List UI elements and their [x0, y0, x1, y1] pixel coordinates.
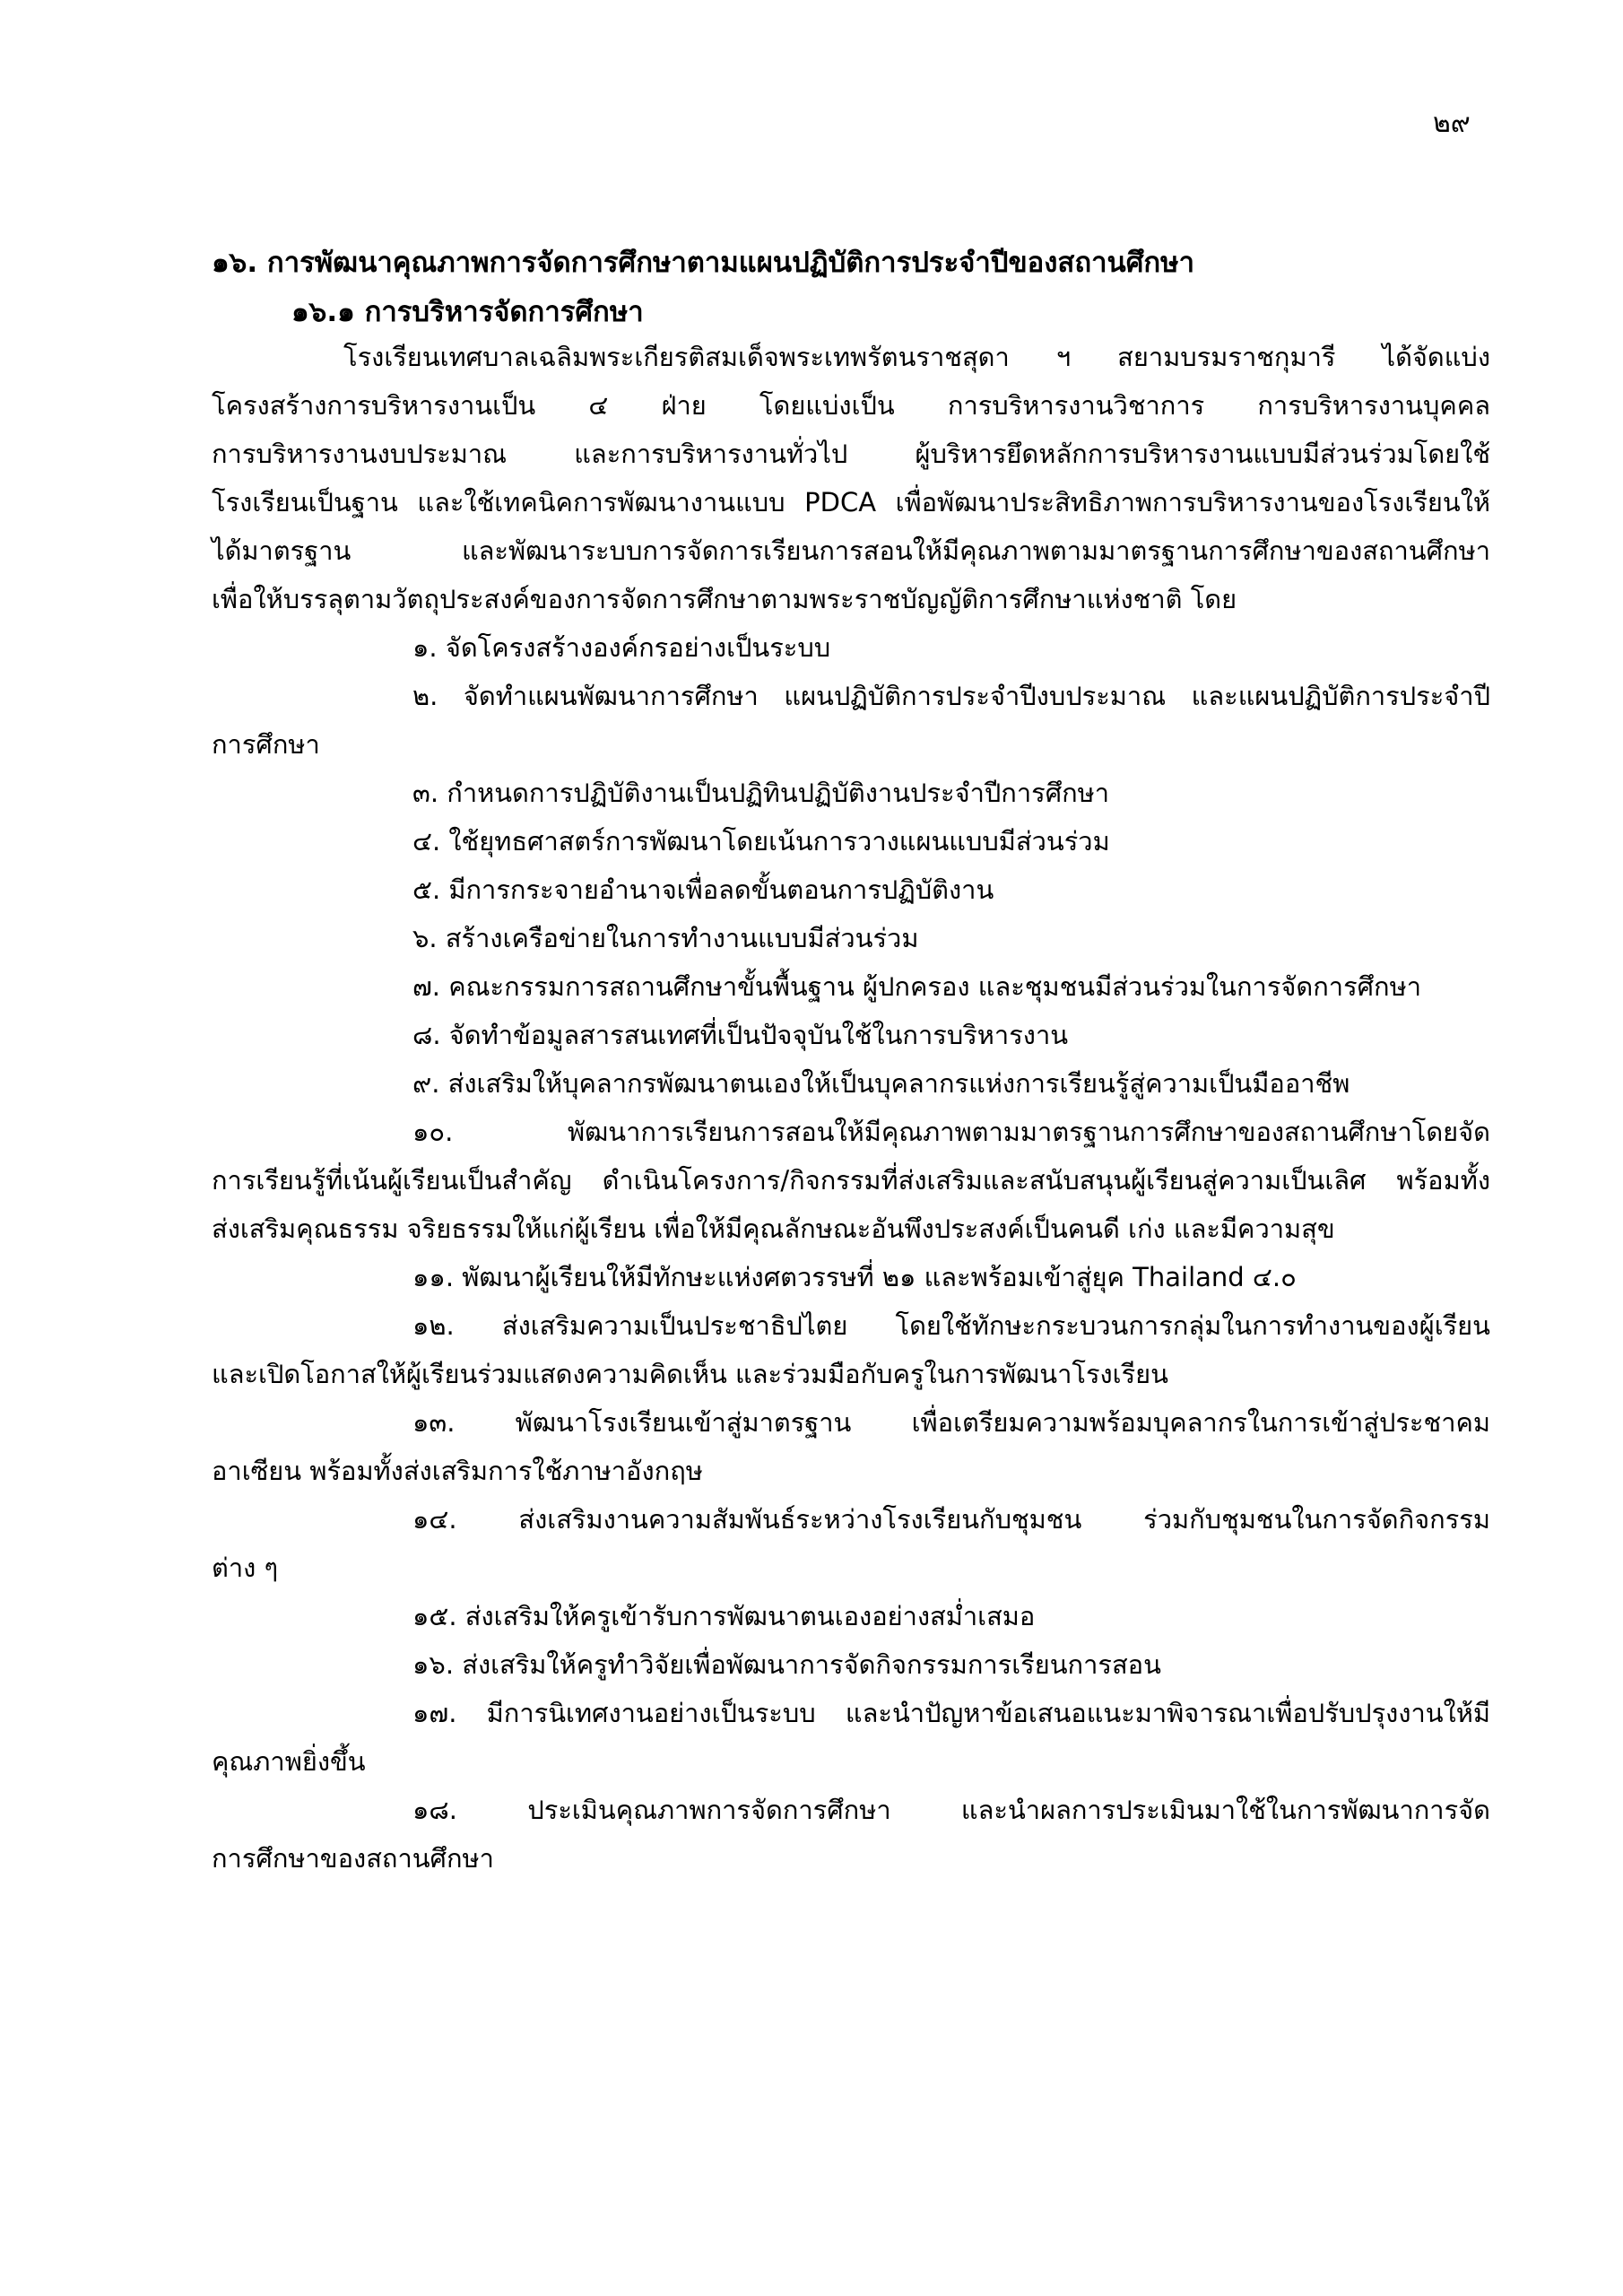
list-item-17-cont: คุณภาพยิ่งขึ้น	[212, 1746, 366, 1777]
list-item-2: ๒. จัดทำแผนพัฒนาการศึกษา แผนปฏิบัติการประจำปีงบประมาณ และแผนปฏิบัติการประจำปี	[412, 681, 1490, 711]
list-item-7: ๗. คณะกรรมการสถานศึกษาขั้นพื้นฐาน ผู้ปกครอง และชุมชนมีส่วนร่วมในการจัดการศึกษา	[412, 971, 1422, 1002]
list-item-6: ๖. สร้างเครือข่ายในการทำงานแบบมีส่วนร่วม	[412, 923, 919, 953]
list-item-3: ๓. กำหนดการปฏิบัติงานเป็นปฏิทินปฏิบัติงานประจำปีการศึกษา	[412, 778, 1110, 808]
intro-line-5: ได้มาตรฐาน และพัฒนาระบบการจัดการเรียนการสอนให้มีคุณภาพตามมาตรฐานการศึกษาของสถานศึกษา	[212, 535, 1490, 566]
intro-line-1: โรงเรียนเทศบาลเฉลิมพระเกียรติสมเด็จพระเทพรัตนราชสุดา ฯ สยามบรมราชกุมารี ได้จัดแบ่ง	[343, 342, 1490, 372]
list-item-16: ๑๖. ส่งเสริมให้ครูทำวิจัยเพื่อพัฒนาการจัดกิจกรรมการเรียนการสอน	[412, 1649, 1161, 1680]
list-item-8: ๘. จัดทำข้อมูลสารสนเทศที่เป็นปัจจุบันใช้ในการบริหารงาน	[412, 1020, 1069, 1050]
list-item-5: ๕. มีการกระจายอำนาจเพื่อลดขั้นตอนการปฏิบัติงาน	[412, 874, 994, 905]
section-heading: ๑๖. การพัฒนาคุณภาพการจัดการศึกษาตามแผนปฏิบัติการประจำปีของสถานศึกษา	[212, 247, 1194, 279]
list-item-12: ๑๒. ส่งเสริมความเป็นประชาธิปไตย โดยใช้ทักษะกระบวนการกลุ่มในการทำงานของผู้เรียน	[412, 1310, 1490, 1341]
list-item-11: ๑๑. พัฒนาผู้เรียนให้มีทักษะแห่งศตวรรษที่ ๒๑ และพร้อมเข้าสู่ยุค Thailand ๔.๐	[412, 1262, 1297, 1292]
list-item-9: ๙. ส่งเสริมให้บุคลากรพัฒนาตนเองให้เป็นบุคลากรแห่งการเรียนรู้สู่ความเป็นมืออาชีพ	[412, 1068, 1350, 1099]
list-item-1: ๑. จัดโครงสร้างองค์กรอย่างเป็นระบบ	[412, 632, 831, 663]
list-item-10-cont-2: ส่งเสริมคุณธรรม จริยธรรมให้แก่ผู้เรียน เพื่อให้มีคุณลักษณะอันพึงประสงค์เป็นคนดี เก่ง และมีความสุข	[212, 1213, 1335, 1244]
list-item-15: ๑๕. ส่งเสริมให้ครูเข้ารับการพัฒนาตนเองอย่างสม่ำเสมอ	[412, 1601, 1036, 1631]
list-item-18: ๑๘. ประเมินคุณภาพการจัดการศึกษา และนำผลการประเมินมาใช้ในการพัฒนาการจัด	[412, 1795, 1490, 1825]
list-item-14-cont: ต่าง ๆ	[212, 1552, 279, 1583]
intro-line-6: เพื่อให้บรรลุตามวัตถุประสงค์ของการจัดการศึกษาตามพระราชบัญญัติการศึกษาแห่งชาติ โดย	[212, 584, 1237, 614]
intro-line-3: การบริหารงานงบประมาณ และการบริหารงานทั่วไป ผู้บริหารยึดหลักการบริหารงานแบบมีส่วนร่วมโดยใช้	[212, 439, 1490, 469]
list-item-17: ๑๗. มีการนิเทศงานอย่างเป็นระบบ และนำปัญหาข้อเสนอแนะมาพิจารณาเพื่อปรับปรุงงานให้มี	[412, 1698, 1490, 1728]
list-item-14: ๑๔. ส่งเสริมงานความสัมพันธ์ระหว่างโรงเรียนกับชุมชน ร่วมกับชุมชนในการจัดกิจกรรม	[412, 1504, 1490, 1535]
list-item-10-cont-1: การเรียนรู้ที่เน้นผู้เรียนเป็นสำคัญ ดำเนินโครงการ/กิจกรรมที่ส่งเสริมและสนับสนุนผู้เรียนสู่ความเป็นเลิศ พร้อมทั้ง	[212, 1165, 1490, 1196]
list-item-4: ๔. ใช้ยุทธศาสตร์การพัฒนาโดยเน้นการวางแผนแบบมีส่วนร่วม	[412, 826, 1110, 857]
subsection-heading: ๑๖.๑ การบริหารจัดการศึกษา	[291, 296, 644, 328]
intro-line-2: โครงสร้างการบริหารงานเป็น ๔ ฝ่าย โดยแบ่งเป็น การบริหารงานวิชาการ การบริหารงานบุคคล	[212, 390, 1490, 421]
list-item-13-cont: อาเซียน พร้อมทั้งส่งเสริมการใช้ภาษาอังกฤษ	[212, 1456, 703, 1486]
list-item-13: ๑๓. พัฒนาโรงเรียนเข้าสู่มาตรฐาน เพื่อเตรียมความพร้อมบุคลากรในการเข้าสู่ประชาคม	[412, 1407, 1490, 1438]
list-item-12-cont: และเปิดโอกาสให้ผู้เรียนร่วมแสดงความคิดเห็น และร่วมมือกับครูในการพัฒนาโรงเรียน	[212, 1359, 1168, 1389]
list-item-2-cont: การศึกษา	[212, 729, 320, 760]
list-item-18-cont: การศึกษาของสถานศึกษา	[212, 1843, 494, 1874]
intro-line-4: โรงเรียนเป็นฐาน และใช้เทคนิคการพัฒนางานแบบ PDCA เพื่อพัฒนาประสิทธิภาพการบริหารงานของโรงเรียนให้	[212, 487, 1490, 517]
list-item-10: ๑๐. พัฒนาการเรียนการสอนให้มีคุณภาพตามมาตรฐานการศึกษาของสถานศึกษาโดยจัด	[412, 1117, 1490, 1147]
page-number: ๒๙	[1433, 108, 1471, 139]
